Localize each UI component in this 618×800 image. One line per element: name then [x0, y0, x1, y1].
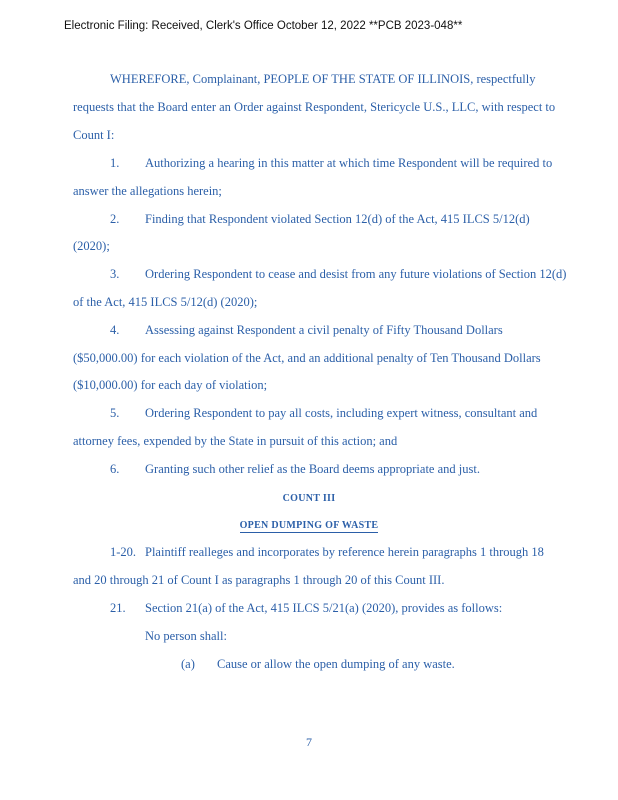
item-4-line-3: ($10,000.00) for each day of violation;: [73, 378, 268, 392]
wherefore-line-1: WHEREFORE, Complainant, PEOPLE OF THE STATE OF ILLINOIS, respectfully: [110, 72, 536, 86]
para-1-20-line-1: Plaintiff realleges and incorporates by reference herein paragraphs 1 through 18: [145, 545, 544, 559]
item-2-number: 2.: [110, 212, 120, 226]
item-3-line-2: of the Act, 415 ILCS 5/12(d) (2020);: [73, 295, 258, 309]
item-1-line-1: Authorizing a hearing in this matter at which time Respondent will be required to: [145, 156, 553, 170]
item-5-number: 5.: [110, 406, 120, 420]
filing-header: Electronic Filing: Received, Clerk's Office October 12, 2022 **PCB 2023-048**: [64, 20, 463, 32]
para-21-number: 21.: [110, 601, 126, 615]
item-6-line-1: Granting such other relief as the Board deems appropriate and just.: [145, 462, 480, 476]
count-title: OPEN DUMPING OF WASTE: [239, 520, 379, 531]
para-1-20-line-2: and 20 through 21 of Count I as paragraphs 1 through 20 of this Count III.: [73, 573, 445, 587]
wherefore-line-2: requests that the Board enter an Order against Respondent, Stericycle U.S., LLC, with respect to: [73, 100, 556, 114]
para-21-line-2: No person shall:: [145, 629, 227, 643]
wherefore-line-3: Count I:: [73, 128, 115, 142]
para-21-sub-label: (a): [181, 657, 195, 671]
count-heading: COUNT III: [282, 493, 336, 504]
item-4-line-2: ($50,000.00) for each violation of the Act, and an additional penalty of Ten Thousand Dollars: [73, 351, 541, 365]
para-1-20-number: 1-20.: [110, 545, 137, 559]
count-title-wrapper: [0, 520, 618, 531]
item-4-line-1: Assessing against Respondent a civil penalty of Fifty Thousand Dollars: [145, 323, 503, 337]
item-5-line-1: Ordering Respondent to pay all costs, including expert witness, consultant and: [145, 406, 538, 420]
para-21-sub-text: Cause or allow the open dumping of any waste.: [217, 657, 455, 671]
para-21-line-1: Section 21(a) of the Act, 415 ILCS 5/21(a) (2020), provides as follows:: [145, 601, 503, 615]
item-2-line-2: (2020);: [73, 239, 110, 253]
item-6-number: 6.: [110, 462, 120, 476]
item-3-line-1: Ordering Respondent to cease and desist from any future violations of Section 12(d): [145, 267, 567, 281]
item-2-line-1: Finding that Respondent violated Section 12(d) of the Act, 415 ILCS 5/12(d): [145, 212, 530, 226]
page-number: 7: [306, 735, 312, 749]
item-1-line-2: answer the allegations herein;: [73, 184, 222, 198]
item-5-line-2: attorney fees, expended by the State in pursuit of this action; and: [73, 434, 398, 448]
item-1-number: 1.: [110, 156, 120, 170]
item-4-number: 4.: [110, 323, 120, 337]
item-3-number: 3.: [110, 267, 120, 281]
